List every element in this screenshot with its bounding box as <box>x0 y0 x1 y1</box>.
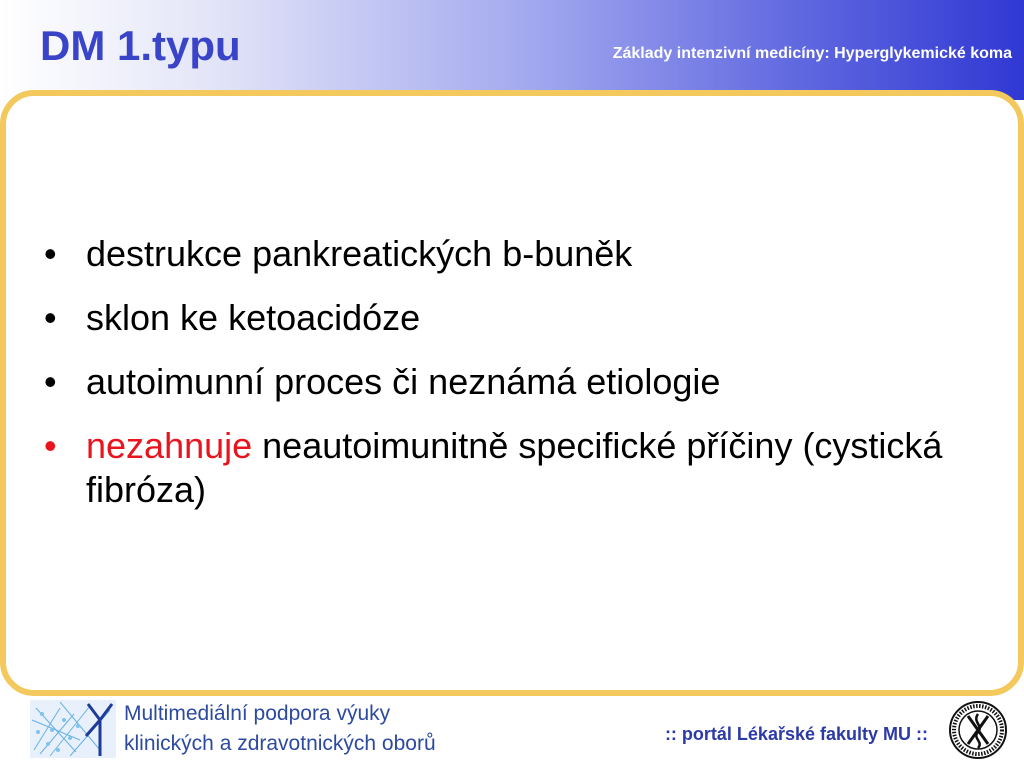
logo-text-line1: Multimediální podpora výuky <box>124 702 391 725</box>
bullet-item <box>44 296 1004 340</box>
network-logo-icon <box>30 700 116 758</box>
bullet-dot-icon: • <box>44 425 57 466</box>
header-bar <box>0 0 1024 100</box>
bullet-text: destrukce pankreatických b-buněk <box>86 233 633 274</box>
bullet-text: neautoimunitně specifické příčiny (cystická fibróza) <box>86 425 943 510</box>
bullet-text: autoimunní proces či neznámá etiologie <box>86 361 721 402</box>
logo-text-line2: klinických a zdravotnických oborů <box>124 732 436 755</box>
bullet-dot-icon: • <box>44 297 57 338</box>
bullet-item <box>44 360 1004 404</box>
bullet-text: sklon ke ketoacidóze <box>86 297 421 338</box>
bullet-dot-icon: • <box>44 361 57 402</box>
footer-bar <box>0 696 1024 768</box>
faculty-seal-icon <box>948 700 1008 760</box>
slide-title: DM 1.typu <box>40 22 241 69</box>
bullet-highlight: nezahnuje <box>86 425 253 466</box>
bullet-item <box>44 424 1004 512</box>
slide-subtitle: Základy intenzivní medicíny: Hyperglykemické koma <box>612 45 1012 62</box>
portal-link[interactable]: :: portál Lékařské fakulty MU :: <box>664 724 928 744</box>
bullet-list <box>44 232 1004 532</box>
bullet-dot-icon: • <box>44 233 57 274</box>
bullet-item <box>44 232 1004 276</box>
